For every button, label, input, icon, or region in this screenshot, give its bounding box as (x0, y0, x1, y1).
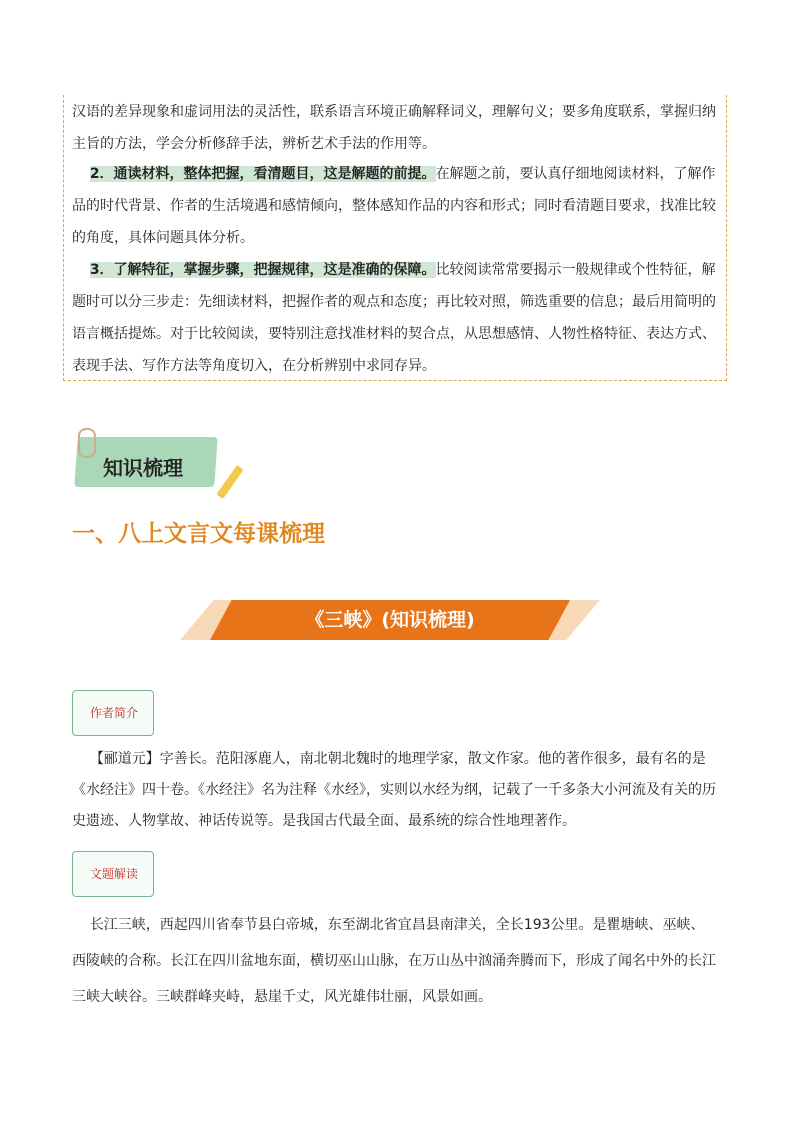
highlight-text: 2．通读材料，整体把握，看清题目，这是解题的前提。 (89, 166, 436, 182)
text-line: 题时可以分三步走：先细读材料，把握作者的观点和态度；再比较对照，筛选重要的信息；最后用简明的 (72, 294, 716, 310)
tips-paragraph-1 (72, 96, 722, 160)
text-span: 在解题之前，要认真仔细地阅读材料，了解作 (435, 166, 716, 182)
title-banner (180, 600, 600, 640)
text-line: 西陵峡的合称。长江在四川盆地东面，横切巫山山脉，在万山丛中汹涌奔腾而下，形成了闻名中外的长江 (72, 953, 716, 969)
text-line (72, 158, 722, 190)
text-span: 【郦道元】字善长。范阳涿鹿人，南北朝北魏时的地理学家，散文作家。他的著作很多，最有名的是 (89, 751, 706, 767)
reading-tag: 文题解读 (90, 867, 139, 881)
text-span: 长江三峡，西起四川省奉节县白帝城，东至湖北省宜昌县南津关，全长193公里。是瞿塘峡、巫峡、 (89, 917, 705, 933)
author-paragraph (72, 744, 722, 837)
badge-label: 知识梳理 (103, 456, 183, 480)
section-heading: 一、八上文言文每课梳理 (72, 521, 325, 547)
text-line: 三峡大峡谷。三峡群峰夹峙，悬崖千丈，风光雄伟壮丽，风景如画。 (72, 989, 492, 1005)
text-line: 语言概括提炼。对于比较阅读，要特别注意找准材料的契合点，从思想感情、人物性格特征、表达方式、 (72, 326, 716, 342)
text-line: 表现手法、写作方法等角度切入，在分析辨别中求同存异。 (72, 358, 436, 374)
tips-paragraph-2 (72, 158, 722, 254)
author-tag: 作者简介 (90, 706, 139, 720)
banner-title: 《三峡》(知识梳理) (305, 609, 475, 631)
text-line: 《水经注》四十卷。《水经注》名为注释《水经》，实则以水经为纲，记载了一千多条大小河流及有关的历 (72, 782, 716, 798)
text-line: 史遗迹、人物掌故、神话传说等。是我国古代最全面、最系统的综合性地理著作。 (72, 813, 576, 829)
text-line: 汉语的差异现象和虚词用法的灵活性，联系语言环境正确解释词义，理解句义；要多角度联系，掌握归纳 (72, 104, 716, 120)
text-line: 主旨的方法，学会分析修辞手法，辨析艺术手法的作用等。 (72, 136, 436, 152)
highlight-text: 3．了解特征，掌握步骤，把握规律，这是准确的保障。 (89, 262, 436, 278)
paperclip-icon (78, 428, 96, 458)
pencil-icon (216, 465, 243, 499)
text-line: 的角度，具体问题具体分析。 (72, 230, 254, 246)
text-line (72, 907, 722, 943)
text-line (72, 254, 722, 286)
text-span: 比较阅读常常要揭示一般规律或个性特征，解 (435, 262, 716, 278)
text-line (72, 744, 722, 775)
tips-paragraph-3 (72, 254, 722, 382)
reading-paragraph (72, 907, 722, 1015)
text-line: 品的时代背景、作者的生活境遇和感情倾向，整体感知作品的内容和形式；同时看清题目要求，找准比较 (72, 198, 716, 214)
